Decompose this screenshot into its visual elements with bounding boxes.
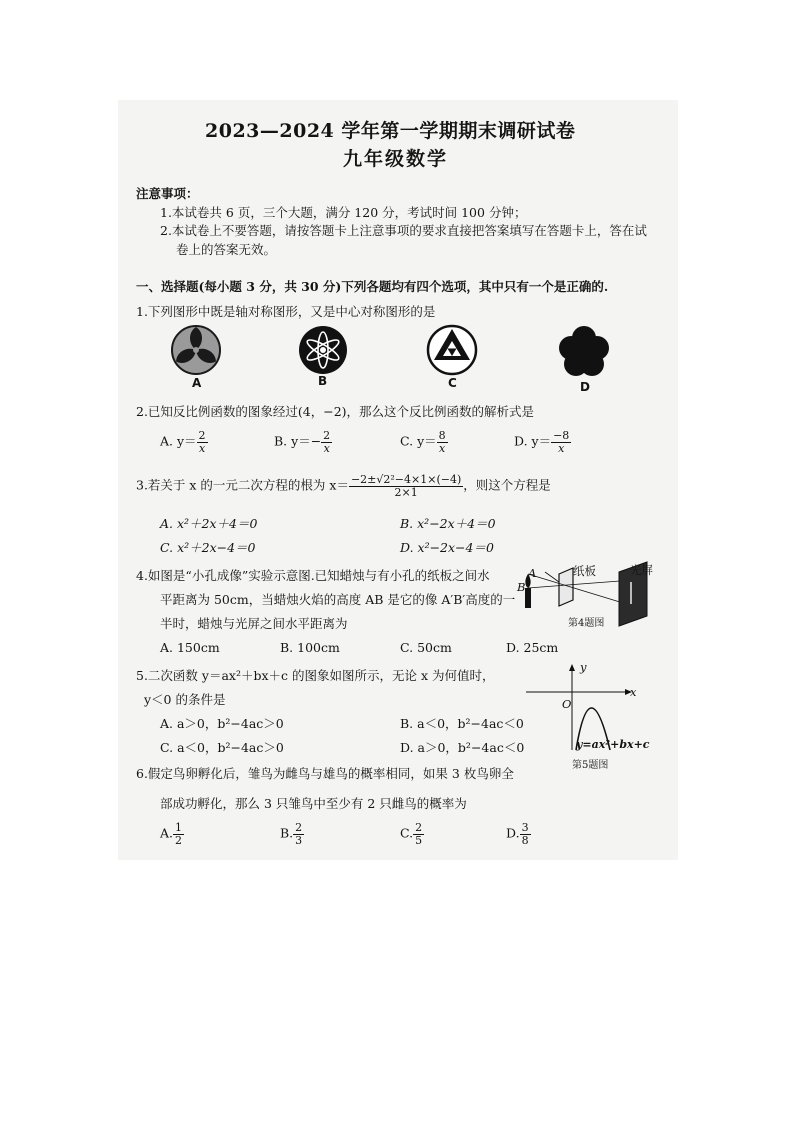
section-heading: 一、选择题(每小题 3 分，共 30 分)下列各题均有四个选项，其中只有一个是正确的. — [136, 279, 609, 294]
denominator: 2 — [175, 833, 183, 847]
root-formula — [349, 474, 463, 498]
q3-option-c: C. x²＋2x−4＝0 — [160, 540, 256, 555]
exam-subtitle: 九年级数学 — [343, 148, 449, 170]
q6-option-a — [160, 822, 184, 846]
q6-option-c-prefix: C. — [400, 825, 414, 841]
numerator: 1 — [175, 821, 183, 834]
q2-option-d-prefix: D. y＝ — [514, 433, 552, 449]
q6-option-b — [280, 822, 304, 846]
fraction — [173, 822, 184, 846]
q6-option-c — [400, 822, 424, 846]
q2-option-a — [160, 430, 208, 454]
q4-option-c: C. 50cm — [400, 640, 452, 655]
q3-option-a: A. x²＋2x＋4＝0 — [160, 516, 258, 531]
numerator: 2 — [198, 429, 206, 442]
q2-option-a-prefix: A. y＝ — [160, 433, 197, 449]
q3-option-b: B. x²−2x＋4＝0 — [400, 516, 496, 531]
denominator: 5 — [415, 833, 423, 847]
q4-label-a: A — [528, 566, 537, 580]
q2-option-c — [400, 430, 448, 454]
figure-a-icon — [172, 326, 220, 374]
numerator: −2±√2²−4×1×(−4) — [350, 473, 462, 486]
figure-c-icon — [428, 326, 476, 374]
q2-option-b — [274, 430, 332, 454]
q2-option-c-prefix: C. y＝ — [400, 433, 437, 449]
numerator: −8 — [553, 429, 570, 442]
q4-label-b: B — [517, 580, 526, 594]
q2-option-d — [514, 430, 571, 454]
denominator: x — [198, 441, 206, 455]
fraction — [520, 822, 531, 846]
numerator: 3 — [521, 821, 529, 834]
q1-label-b: B — [318, 374, 328, 388]
denominator: x — [323, 441, 330, 455]
denominator: x — [439, 441, 446, 455]
notice-heading: 注意事项： — [136, 186, 199, 201]
fraction — [321, 430, 332, 454]
q3-option-d: D. x²−2x−4＝0 — [400, 540, 494, 555]
q6-option-d — [506, 822, 531, 846]
exam-title: 2023—2024 学年第一学期期末调研试卷 — [205, 120, 576, 142]
q4-option-b: B. 100cm — [280, 640, 340, 655]
notice-item-1: 1.本试卷共 6 页，三个大题，满分 120 分，考试时间 100 分钟； — [160, 205, 527, 220]
q5-option-a: A. a＞0，b²−4ac＞0 — [160, 716, 284, 731]
denominator: 2×1 — [394, 485, 418, 499]
fraction — [437, 430, 448, 454]
q1-label-a: A — [192, 376, 202, 390]
q2-stem: 2.已知反比例函数的图象经过(4，−2)，那么这个反比例函数的解析式是 — [136, 404, 535, 419]
q6-option-b-prefix: B. — [280, 825, 294, 841]
numerator: 2 — [323, 429, 331, 442]
q1-label-d: D — [580, 380, 590, 394]
fraction — [551, 430, 571, 454]
q4-line-2: 平距离为 50cm，当蜡烛火焰的高度 AB 是它的像 A′B′高度的一 — [160, 592, 516, 607]
fraction — [293, 822, 304, 846]
q5-line-1: 5.二次函数 y＝ax²＋bx＋c 的图象如图所示，无论 x 为何值时， — [136, 668, 495, 683]
q4-caption: 第4题图 — [568, 618, 605, 629]
figure-b-icon — [299, 326, 347, 374]
q5-option-d: D. a＞0，b²−4ac＜0 — [400, 740, 525, 755]
q5-option-b: B. a＜0，b²−4ac＜0 — [400, 716, 524, 731]
q4-label-screen: 光屏 — [630, 563, 653, 577]
q5-axis-x: x — [630, 685, 637, 699]
q6-line-1: 6.假定鸟卵孵化后，雏鸟为雌鸟与雄鸟的概率相同，如果 3 枚鸟卵全 — [136, 766, 514, 781]
numerator: 2 — [415, 821, 423, 834]
q5-option-c: C. a＜0，b²−4ac＞0 — [160, 740, 284, 755]
q4-line-1: 4.如图是“小孔成像”实验示意图.已知蜡烛与有小孔的纸板之间水 — [136, 568, 490, 583]
q6-option-d-prefix: D. — [506, 825, 520, 841]
y-axis-arrow-icon — [569, 664, 575, 671]
denominator: 3 — [295, 833, 303, 847]
candle-icon — [525, 588, 531, 608]
q6-line-2: 部成功孵化，那么 3 只雏鸟中至少有 2 只雌鸟的概率为 — [160, 796, 467, 811]
numerator: 2 — [295, 821, 303, 834]
q4-option-a: A. 150cm — [160, 640, 220, 655]
q5-caption: 第5题图 — [572, 760, 609, 771]
q5-axis-y: y — [580, 660, 587, 674]
q5-origin: O — [562, 697, 572, 711]
fraction — [413, 822, 424, 846]
q5-line-2: y＜0 的条件是 — [144, 692, 226, 707]
denominator: x — [558, 441, 565, 455]
q2-option-b-prefix: B. y＝− — [274, 433, 322, 449]
q3-stem — [136, 474, 551, 498]
fraction — [197, 430, 208, 454]
q1-figures — [118, 318, 678, 398]
figure-d-icon — [559, 326, 609, 376]
q6-option-a-prefix: A. — [160, 825, 174, 841]
q3-stem-post: ，则这个方程是 — [463, 477, 551, 493]
q1-stem: 1.下列图形中既是轴对称图形，又是中心对称图形的是 — [136, 304, 436, 319]
q1-label-c: C — [448, 376, 457, 390]
q4-option-d: D. 25cm — [506, 640, 559, 655]
q4-line-3: 半时，蜡烛与光屏之间水平距离为 — [160, 616, 348, 631]
q3-stem-pre: 3.若关于 x 的一元二次方程的根为 x＝ — [136, 477, 349, 493]
q4-label-paper: 纸板 — [573, 564, 596, 578]
numerator: 8 — [438, 429, 446, 442]
notice-item-2a: 2.本试卷上不要答题，请按答题卡上注意事项的要求直接把答案填写在答题卡上，答在试 — [160, 223, 647, 238]
notice-item-2b: 卷上的答案无效。 — [176, 242, 277, 257]
q5-curve-label: y=ax²+bx+c — [576, 738, 650, 751]
denominator: 8 — [521, 833, 529, 847]
